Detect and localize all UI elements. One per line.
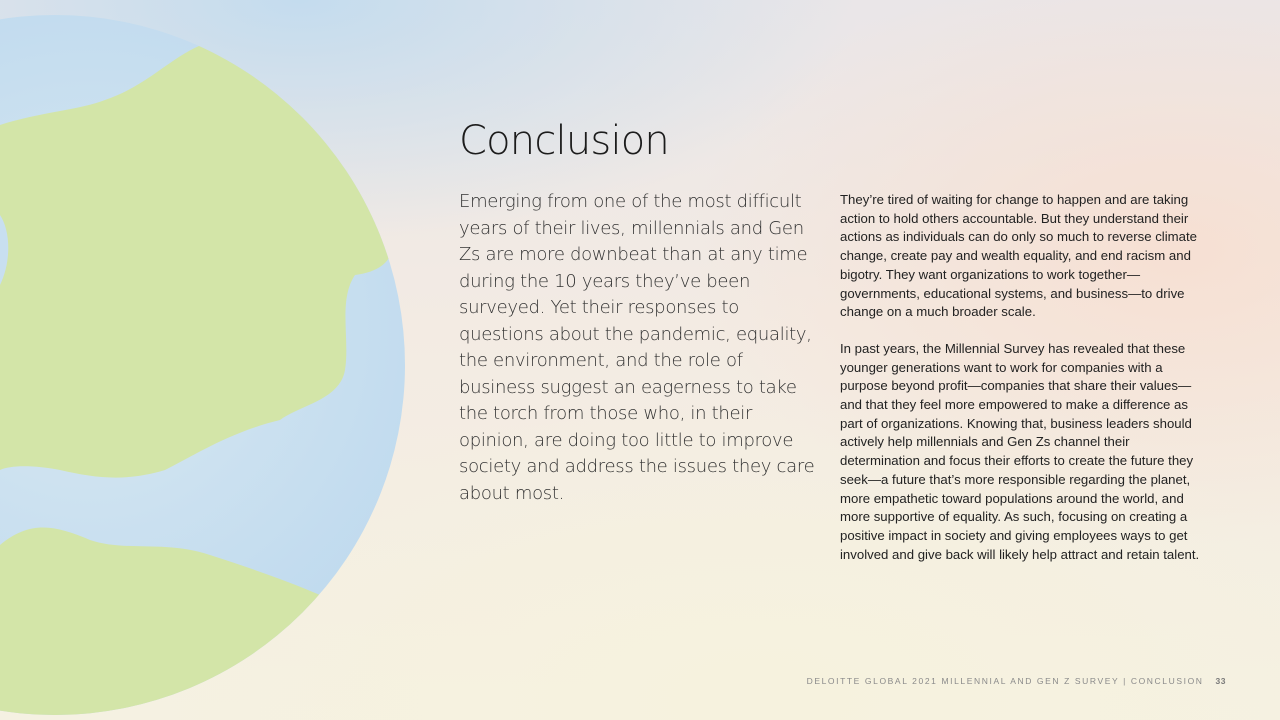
- body-paragraph-1: They’re tired of waiting for change to happen and are taking action to hold others accountable. But they understand their actions as individuals can do only so much to reverse climate change, create pay and wealth equality, and end racism and bigotry. They want organizations to work together—governments, educational systems, and business—to drive change on a much broader scale.: [840, 192, 1197, 320]
- globe-icon: [0, 0, 420, 720]
- page-number: 33: [1215, 676, 1226, 686]
- globe-illustration: [0, 0, 420, 720]
- footer-text: DELOITTE GLOBAL 2021 MILLENNIAL AND GEN Z SURVEY | CONCLUSION: [806, 676, 1204, 686]
- body-paragraph-2: In past years, the Millennial Survey has revealed that these younger generations want to work for companies with a purpose beyond profit—companies that share their values—and that they feel more empowered to make a difference as part of organizations. Knowing that, business leaders should actively help millennials and Gen Zs channel their determination and focus their efforts to create the future they seek—a future that’s more responsible regarding the planet, more empathetic toward populations around the world, and more supportive of equality. As such, focusing on creating a positive impact in society and giving employees ways to get involved and give back will likely help attract and retain talent.: [840, 340, 1200, 562]
- intro-paragraph: Emerging from one of the most difficult years of their lives, millennials and Gen Zs are more downbeat than at any time during the 10 years they’ve been surveyed. Yet their responses to questions about the pandemic, equality, the environment, and the role of business suggest an eagerness to take the torch from those who, in their opinion, are doing too little to improve society and address the issues they care about most.: [459, 191, 815, 504]
- page-title: Conclusion: [459, 118, 669, 164]
- body-column: [840, 191, 1212, 582]
- page-footer: [807, 676, 1226, 686]
